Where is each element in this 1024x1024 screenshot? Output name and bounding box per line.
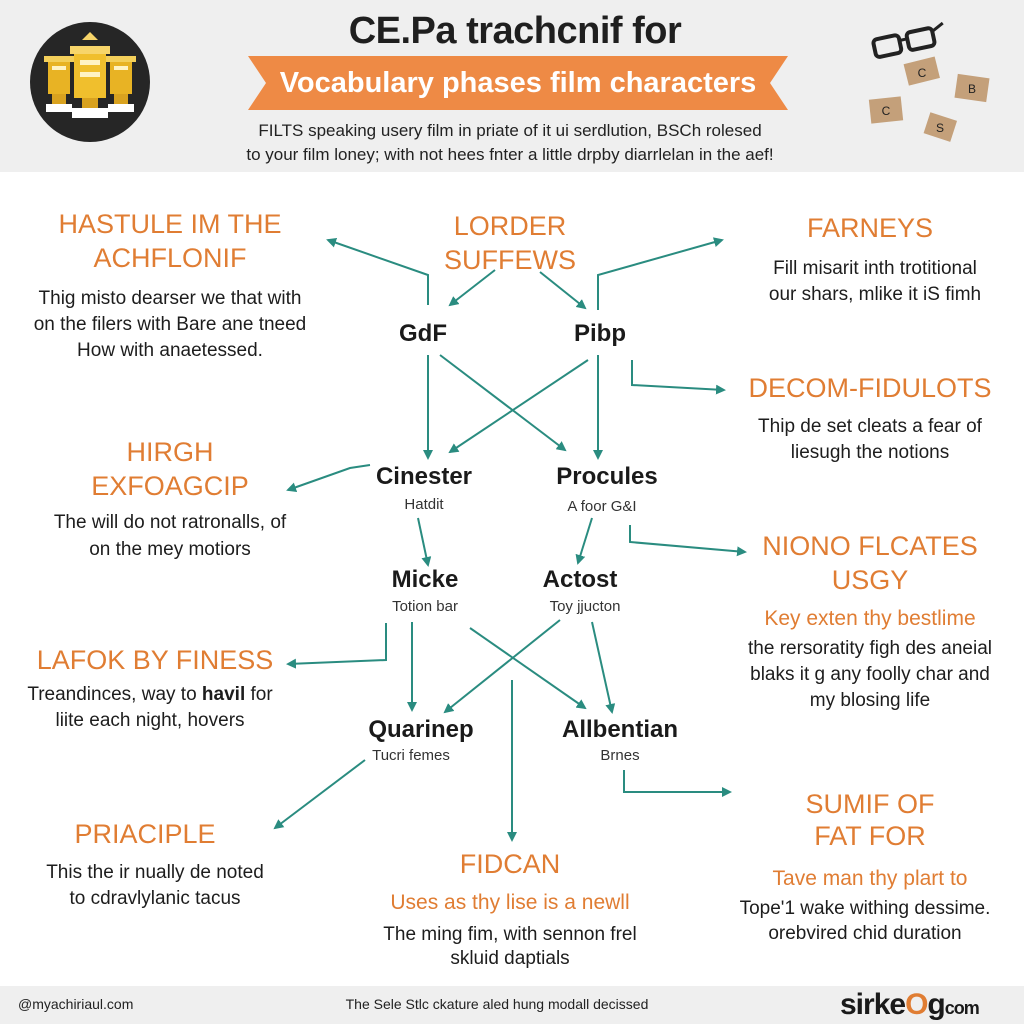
arrow xyxy=(418,518,428,565)
left-body-1a: Thig misto dearser we that with xyxy=(38,288,302,309)
node-cinester-sub: Hatdit xyxy=(404,496,444,513)
arrow xyxy=(275,760,365,828)
footer-caption: The Sele Stlc ckature aled hung modall decissed xyxy=(345,996,649,1012)
left-body-3a xyxy=(5,682,295,708)
right-body-1b: our shars, mlike it iS fimh xyxy=(768,284,982,305)
right-body-3b: blaks it g any foolly char and xyxy=(750,664,990,685)
right-heading-3b: USGY xyxy=(831,565,909,595)
left-body-1c: How with anaetessed. xyxy=(77,340,263,361)
right-body-4b: orebvired chid duration xyxy=(768,923,962,944)
right-subheading-4: Tave man thy plart to xyxy=(772,867,968,890)
tile-letter: C xyxy=(917,66,927,80)
node-quarinep: Quarinep xyxy=(368,716,474,743)
node-procules: Procules xyxy=(556,463,658,490)
arrow xyxy=(578,518,592,563)
tile-letter: B xyxy=(967,82,977,96)
arrow xyxy=(440,355,565,450)
left-body-1b: on the filers with Bare ane tneed xyxy=(33,314,307,335)
right-heading-1: FARNEYS xyxy=(806,213,934,243)
left-body-2b: on the mey motiors xyxy=(89,539,251,560)
center-heading-a: LORDER xyxy=(453,211,567,241)
right-body-1a: Fill misarit inth trotitional xyxy=(773,258,977,279)
right-heading-4b: FAT FOR xyxy=(814,821,926,851)
center-bottom-heading: FIDCAN xyxy=(459,849,561,879)
left-body-3a-text: Treandinces, way to xyxy=(27,684,202,705)
right-body-2a: Thip de set cleats a fear of xyxy=(758,416,982,437)
node-allbentian-sub: Brnes xyxy=(600,747,640,764)
banner-text: Vocabulary phases film characters xyxy=(279,67,757,99)
left-heading-4: PRIACIPLE xyxy=(74,819,216,849)
node-pibp: Pibp xyxy=(574,320,626,347)
tile-letter: C xyxy=(881,104,891,118)
brand-part-a: sirke xyxy=(840,988,906,1021)
intro-line-1: FILTS speaking usery film in priate of it ui serdlution, BSCh rolesed xyxy=(258,121,762,140)
arrow xyxy=(624,770,730,792)
node-gdf: GdF xyxy=(399,320,447,347)
left-body-4b: to cdravlylanic tacus xyxy=(69,888,241,909)
left-body-3b: liite each night, hovers xyxy=(55,710,245,731)
tile-letter: S xyxy=(935,121,945,135)
arrow xyxy=(598,240,722,310)
right-body-2b: liesugh the notions xyxy=(790,442,950,463)
page-title: CE.Pa trachcnif for xyxy=(348,10,682,52)
arrow xyxy=(540,272,585,308)
left-body-2a: The will do not ratronalls, of xyxy=(53,512,287,533)
node-procules-sub: A foor G&I xyxy=(567,498,637,515)
left-body-3a-end: for xyxy=(245,684,273,705)
brand-part-b: g xyxy=(927,988,945,1021)
right-heading-3a: NIONO FLCATES xyxy=(762,531,978,561)
node-quarinep-sub: Tucri femes xyxy=(372,747,450,764)
right-heading-4a: SUMIF OF xyxy=(805,789,935,819)
arrow xyxy=(632,360,724,390)
left-heading-3: LAFOK BY FINESS xyxy=(36,645,274,675)
center-bottom-subheading: Uses as thy lise is a newll xyxy=(390,891,630,914)
node-micke: Micke xyxy=(391,566,459,593)
brand-logo[interactable] xyxy=(840,988,979,1022)
left-heading-2b: EXFOAGCIP xyxy=(91,471,249,501)
node-allbentian: Allbentian xyxy=(561,716,678,743)
center-bottom-body-a: The ming fim, with sennon frel xyxy=(383,924,637,945)
node-actost: Actost xyxy=(542,566,618,593)
intro-line-2: to your film loney; with not hees fnter a little drpby diarrlelan in the aef! xyxy=(246,145,774,164)
arrow xyxy=(288,623,386,664)
arrow xyxy=(450,360,588,452)
node-actost-sub: Toy jjucton xyxy=(549,598,621,615)
footer-handle[interactable]: @myachiriaul.com xyxy=(18,996,134,1012)
left-heading-1b: ACHFLONIF xyxy=(93,243,247,273)
right-body-3a: the rersoratity figh des aneial xyxy=(748,638,992,659)
left-heading-1a: HASTULE IM THE xyxy=(58,209,282,239)
arrow xyxy=(445,620,560,712)
left-body-3a-bold: havil xyxy=(201,684,246,705)
arrow xyxy=(470,628,585,708)
left-body-4a: This the ir nually de noted xyxy=(46,862,264,883)
brand-part-o: O xyxy=(905,988,928,1021)
left-heading-2a: HIRGH xyxy=(126,437,214,467)
right-heading-2: DECOM-FIDULOTS xyxy=(748,373,992,403)
right-body-4a: Tope'1 wake withing dessime. xyxy=(739,898,991,919)
right-body-3c: my blosing life xyxy=(809,690,931,711)
brand-part-com: com xyxy=(944,998,979,1018)
node-cinester: Cinester xyxy=(375,463,473,490)
node-micke-sub: Totion bar xyxy=(392,598,458,615)
right-subheading-3: Key exten thy bestlime xyxy=(764,607,976,630)
center-bottom-body-b: skluid daptials xyxy=(450,948,570,969)
arrow xyxy=(630,525,745,552)
center-heading-b: SUFFEWS xyxy=(444,245,576,275)
arrow xyxy=(592,622,612,712)
